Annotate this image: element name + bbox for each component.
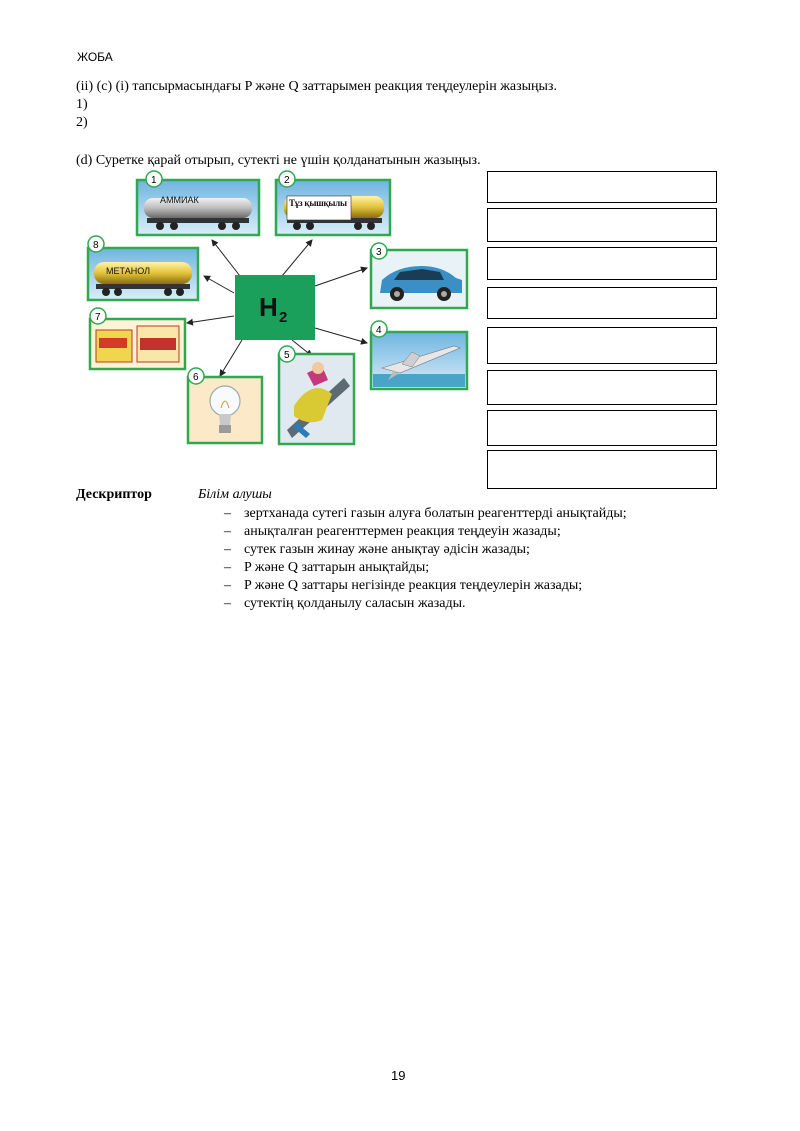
- svg-text:7: 7: [95, 312, 101, 323]
- descriptor-list: [224, 505, 627, 613]
- task-c-item-2: 2): [76, 115, 88, 130]
- image-car: [371, 250, 467, 308]
- task-d-prompt: (d) Суретке қарай отырып, сутекті не үшін қолданатынын жазыңыз.: [76, 153, 481, 168]
- svg-text:2: 2: [284, 175, 290, 186]
- caption-ammonia: АММИАК: [160, 195, 199, 205]
- answer-box[interactable]: [487, 247, 717, 280]
- caption-methanol: МЕТАНОЛ: [106, 266, 151, 276]
- svg-text:1: 1: [151, 175, 157, 186]
- answer-box[interactable]: [487, 327, 717, 364]
- descriptor-item: – сутек газын жинау және анықтау әдісін жазады;: [224, 541, 627, 559]
- descriptor-label: Дескриптор: [76, 487, 152, 502]
- task-c-item-1: 1): [76, 97, 88, 112]
- badge-7: [90, 308, 106, 324]
- badge-6: [188, 368, 204, 384]
- badge-8: [88, 236, 104, 252]
- descriptor-item: – анықталған реагенттермен реакция теңдеуін жазады;: [224, 523, 627, 541]
- descriptor-item: – P және Q заттары негізінде реакция теңдеулерін жазады;: [224, 577, 627, 595]
- svg-text:6: 6: [193, 372, 199, 383]
- svg-text:3: 3: [376, 247, 382, 258]
- svg-text:4: 4: [376, 325, 382, 336]
- image-methanol-tank-car: [88, 248, 198, 300]
- svg-text:8: 8: [93, 240, 99, 251]
- answer-box[interactable]: [487, 208, 717, 242]
- hydrogen-center-box: [235, 275, 315, 340]
- descriptor-item: – P және Q заттарын анықтайды;: [224, 559, 627, 577]
- hydrogen-symbol: H: [259, 292, 278, 322]
- draft-header: ЖОБА: [77, 50, 113, 64]
- image-light-bulb: [188, 377, 262, 443]
- image-margarine-packs: [90, 319, 185, 369]
- badge-1: [146, 171, 162, 187]
- svg-text:5: 5: [284, 350, 290, 361]
- answer-box[interactable]: [487, 450, 717, 489]
- badge-3: [371, 243, 387, 259]
- answer-box[interactable]: [487, 171, 717, 203]
- hydrogen-uses-diagram: [82, 168, 477, 453]
- image-rocket-plane: [371, 332, 467, 389]
- answer-box[interactable]: [487, 410, 717, 446]
- image-welding-worker: [279, 354, 354, 444]
- badge-2: [279, 171, 295, 187]
- badge-5: [279, 346, 295, 362]
- descriptor-subject: Білім алушы: [198, 487, 272, 502]
- answer-box[interactable]: [487, 287, 717, 319]
- image-acid-tank-car: [276, 180, 390, 235]
- hydrogen-subscript: 2: [279, 309, 288, 326]
- task-c-prompt: (ii) (c) (i) тапсырмасындағы P және Q заттарымен реакция теңдеулерін жазыңыз.: [76, 79, 557, 94]
- caption-acid: Тұз қышқылы: [289, 198, 347, 208]
- descriptor-item: – сутектің қолданылу саласын жазады.: [224, 595, 627, 613]
- badge-4: [371, 321, 387, 337]
- answer-box[interactable]: [487, 370, 717, 405]
- page-number: 19: [391, 1068, 406, 1083]
- descriptor-item: – зертханада сутегі газын алуға болатын реагенттерді анықтайды;: [224, 505, 627, 523]
- image-ammonia-tank-car: [137, 180, 259, 235]
